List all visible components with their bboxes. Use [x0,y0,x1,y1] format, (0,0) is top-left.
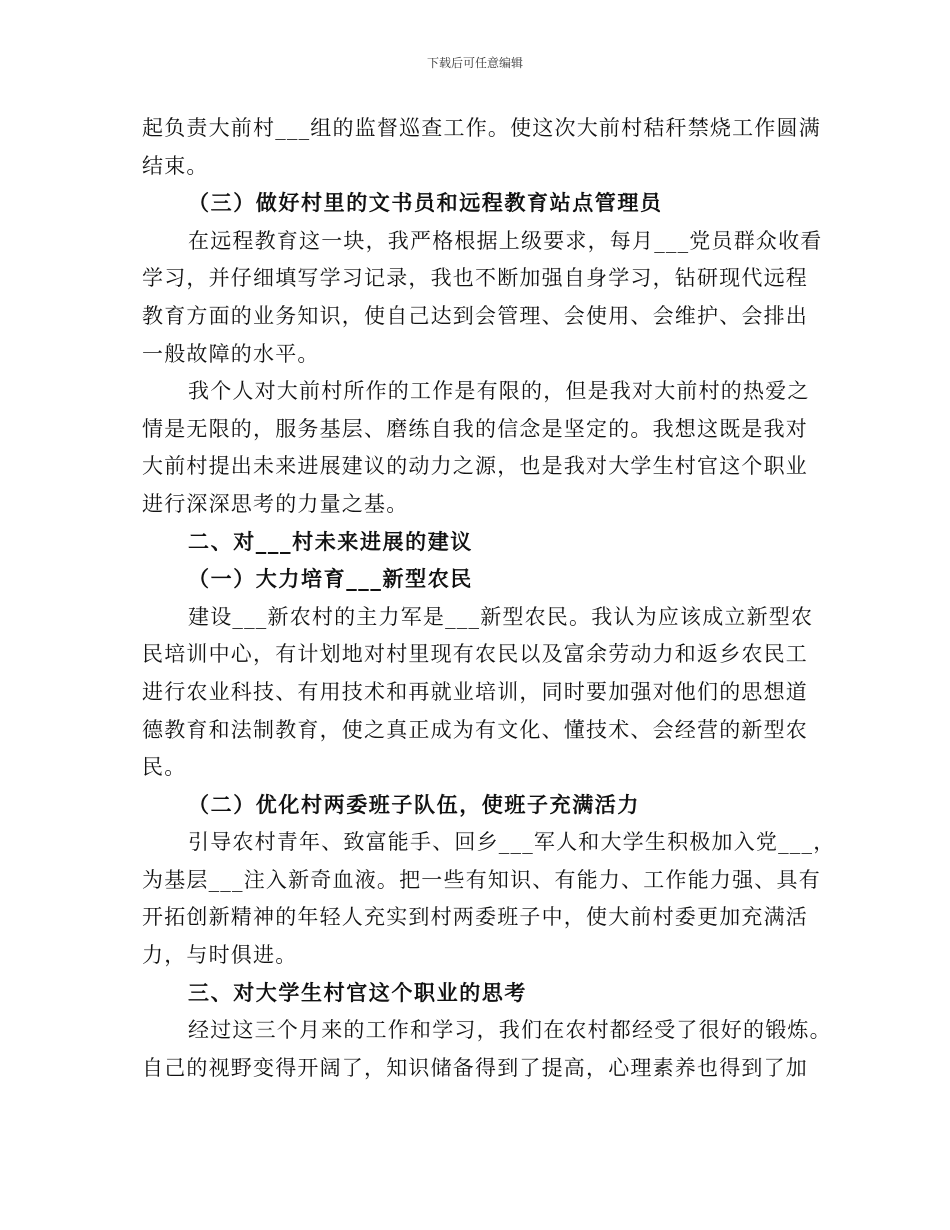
text-line: 教育方面的业务知识，使自己达到会管理、会使用、会维护、会排出 [142,303,808,328]
text-line: 在远程教育这一块，我严格根据上级要求，每月___党员群众收看 [188,228,823,253]
text-line: 进行深深思考的力量之基。 [142,491,409,516]
text-line: 一般故障的水平。 [142,341,320,366]
text-line: 民。 [142,755,187,780]
text-line: 引导农村青年、致富能手、回乡___军人和大学生积极加入党___， [188,830,836,855]
document-body [142,110,836,1087]
page-header-note: 下载后可任意编辑 [426,56,523,70]
text-line: 自己的视野变得开阔了，知识储备得到了提高，心理素养也得到了加 [142,1055,808,1080]
section-heading: （二）优化村两委班子队伍，使班子充满活力 [188,792,640,817]
section-heading: 三、对大学生村官这个职业的思考 [188,980,527,1005]
text-line: 力，与时俱进。 [142,943,298,968]
text-line: 我个人对大前村所作的工作是有限的，但是我对大前村的热爱之 [188,379,810,404]
text-line: 建设___新农村的主力军是___新型农民。我认为应该成立新型农 [188,604,814,629]
text-line: 情是无限的，服务基层、磨练自我的信念是坚定的。我想这既是我对 [142,416,808,441]
text-line: 开拓创新精神的年轻人充实到村两委班子中，使大前村委更加充满活 [142,905,808,930]
text-line: 进行农业科技、有用技术和再就业培训，同时要加强对他们的思想道 [142,679,808,704]
text-line: 学习，并仔细填写学习记录，我也不断加强自身学习，钻研现代远程 [142,266,808,291]
text-line: 经过这三个月来的工作和学习，我们在农村都经受了很好的锻炼。 [188,1018,832,1043]
text-line: 起负责大前村___组的监督巡查工作。使这次大前村秸秆禁烧工作圆满 [142,116,821,140]
text-line: 民培训中心，有计划地对村里现有农民以及富余劳动力和返乡农民工 [142,642,808,667]
section-heading: （一）大力培育___新型农民 [188,567,473,592]
text-line: 为基层___注入新奇血液。把一些有知识、有能力、工作能力强、具有 [142,867,821,892]
section-heading: （三）做好村里的文书员和远程教育站点管理员 [188,191,663,216]
text-line: 结束。 [142,153,209,178]
section-heading: 二、对___村未来进展的建议 [188,529,473,554]
text-line: 德教育和法制教育，使之真正成为有文化、懂技术、会经营的新型农 [142,717,808,742]
text-line: 大前村提出未来进展建议的动力之源，也是我对大学生村官这个职业 [142,454,808,479]
